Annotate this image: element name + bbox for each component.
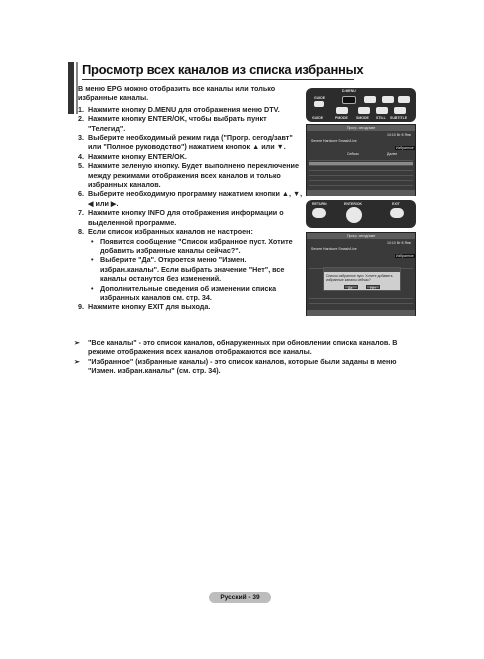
bullet-text: Дополнительные сведения об изменении списка избранных каналов см. стр. 34.	[100, 283, 277, 302]
step-number: 4.	[78, 151, 84, 161]
step-text: Выберите необходимый режим гида ("Прогр. сегод/завт" или "Полное руководство") нажатием кнопок ▲ или ▼.	[88, 133, 293, 152]
remote-button	[358, 107, 370, 114]
bullet-item	[88, 255, 304, 283]
screen-column-label: Далее	[387, 152, 398, 156]
remote-button	[364, 96, 376, 103]
page-number: Русский - 39	[209, 592, 271, 603]
title-underline	[82, 79, 354, 80]
dialog-header	[324, 268, 400, 272]
note-arrow-icon: ➢	[74, 356, 81, 366]
screen-time: 10:10 Вт 8 Янв	[387, 133, 411, 137]
guide-row-selected	[309, 162, 413, 166]
step-number: 5.	[78, 161, 84, 171]
step-text: Нажмите кнопку EXIT для выхода.	[88, 302, 211, 312]
step-number: 1.	[78, 104, 84, 114]
guide-row	[309, 295, 413, 299]
remote-label: GUIDE	[314, 96, 326, 100]
guide-row	[309, 177, 413, 181]
remote-button	[398, 96, 410, 103]
step-number: 3.	[78, 133, 84, 143]
note-item	[74, 357, 414, 376]
remote-button	[336, 107, 348, 114]
remote-label: D.MENU	[342, 89, 356, 93]
remote-button	[342, 96, 356, 104]
exit-button-icon	[390, 208, 404, 218]
step-text: Нажмите кнопку D.MENU для отображения меню DTV.	[88, 104, 280, 114]
steps-list	[78, 105, 304, 312]
screen-header: Прогр. сегод/завт	[347, 234, 376, 238]
bullet-text: Выберите "Да". Откроется меню "Измен. избран.каналы". Если выбрать значение "Нет", все каналы останутся без изменений.	[100, 255, 285, 284]
bullet-mark: •	[91, 255, 94, 265]
step-7	[78, 208, 304, 227]
remote-illustration-1	[306, 88, 416, 122]
dialog-message: Список избранное пуст. Хотите добавить избранные каналы сейчас?	[326, 274, 393, 282]
dialog-yes-label: Да	[348, 285, 353, 290]
remote-label: GUIDE	[312, 116, 324, 120]
remote-button	[394, 107, 406, 114]
dialog-no-button[interactable]	[366, 285, 380, 289]
remote-illustration-2	[306, 200, 416, 228]
step-number: 2.	[78, 114, 84, 124]
guide-row	[309, 167, 413, 171]
step-4	[78, 152, 304, 161]
page-title: Просмотр всех каналов из списка избранных	[82, 62, 364, 77]
step-text: Нажмите кнопку ENTER/OK.	[88, 151, 187, 161]
enter-ok-button-icon	[346, 207, 362, 223]
note-arrow-icon: ➢	[74, 338, 81, 347]
bullet-item	[88, 284, 304, 303]
step-text: Выберите необходимую программу нажатием кнопки ▲, ▼, ◀ или ▶.	[88, 189, 303, 208]
screen-column-label: Сейчас	[347, 152, 359, 156]
guide-row	[309, 172, 413, 176]
return-button-icon	[312, 208, 326, 218]
guide-row	[309, 182, 413, 186]
step-text: Нажмите зеленую кнопку. Будет выполнено переключение между режимами отображения всех каналов и только избранных каналов.	[88, 161, 299, 190]
guide-row	[309, 300, 413, 304]
bullet-text: Появится сообщение "Список избранное пуст. Хотите добавить избранные каналы сейчас?".	[100, 236, 293, 255]
notes	[74, 338, 414, 376]
step-8-bullets	[88, 237, 304, 303]
remote-label: RETURN	[312, 202, 327, 206]
screen-program: Severe Hardcore Smash/Live	[311, 247, 357, 251]
step-9	[78, 302, 304, 311]
screen-footer-bar	[307, 190, 415, 196]
note-text: "Все каналы" - это список каналов, обнаруженных при обновлении списка каналов. В режиме отображения всех каналов отображаются все каналы.	[88, 338, 398, 357]
step-8	[78, 227, 304, 302]
title-accent-bar	[68, 62, 74, 114]
screen-footer-bar	[307, 310, 415, 316]
note-text: "Избранное" (избранные каналы) - это список каналов, которые были заданы в меню "Измен. избран.каналы" (см. стр. 34).	[88, 356, 397, 376]
dialog-no-label: Нет	[370, 285, 376, 290]
step-number: 6.	[78, 189, 84, 199]
tv-screen-guide	[306, 124, 416, 196]
note-item	[74, 338, 414, 357]
bullet-mark: •	[91, 283, 94, 293]
step-number: 7.	[78, 208, 84, 218]
bullet-item	[88, 237, 304, 256]
step-number: 9.	[78, 302, 84, 312]
remote-label: EXIT	[392, 202, 400, 206]
screen-time: 10:10 Вт 8 Янв	[387, 241, 411, 245]
remote-label: SUBTITLE	[390, 116, 408, 120]
step-3	[78, 133, 304, 152]
step-text: Если список избранных каналов не настроен:	[88, 227, 253, 237]
remote-label: SMODE	[356, 116, 369, 120]
bullet-mark: •	[91, 236, 94, 246]
dialog-yes-button[interactable]	[344, 285, 358, 289]
step-number: 8.	[78, 227, 84, 237]
step-5	[78, 161, 304, 189]
instructions	[78, 84, 304, 312]
step-2	[78, 114, 304, 133]
step-text: Нажмите кнопку INFO для отображения информации о выделенной программе.	[88, 208, 284, 227]
remote-label: STILL	[376, 116, 386, 120]
favorites-empty-dialog	[323, 267, 401, 291]
tv-screen-popup	[306, 232, 416, 316]
remote-button	[382, 96, 394, 103]
screen-badge: Избранное	[396, 146, 414, 150]
remote-button	[314, 101, 324, 107]
step-text: Нажмите кнопку ENTER/OK, чтобы выбрать пункт "Телегид".	[88, 114, 267, 133]
intro-text: В меню EPG можно отобразить все каналы или только избранные каналы.	[78, 84, 276, 103]
remote-label: PMODE	[335, 116, 348, 120]
screen-header: Прогр. сегод/завт	[347, 126, 376, 130]
remote-button	[376, 107, 388, 114]
remote-label: ENTER/OK	[344, 202, 363, 206]
screen-program: Severe Hardcore Smash/Live	[311, 139, 357, 143]
step-6	[78, 189, 304, 208]
step-1	[78, 105, 304, 114]
guide-row	[309, 157, 413, 161]
screen-badge: Избранное	[396, 254, 414, 258]
